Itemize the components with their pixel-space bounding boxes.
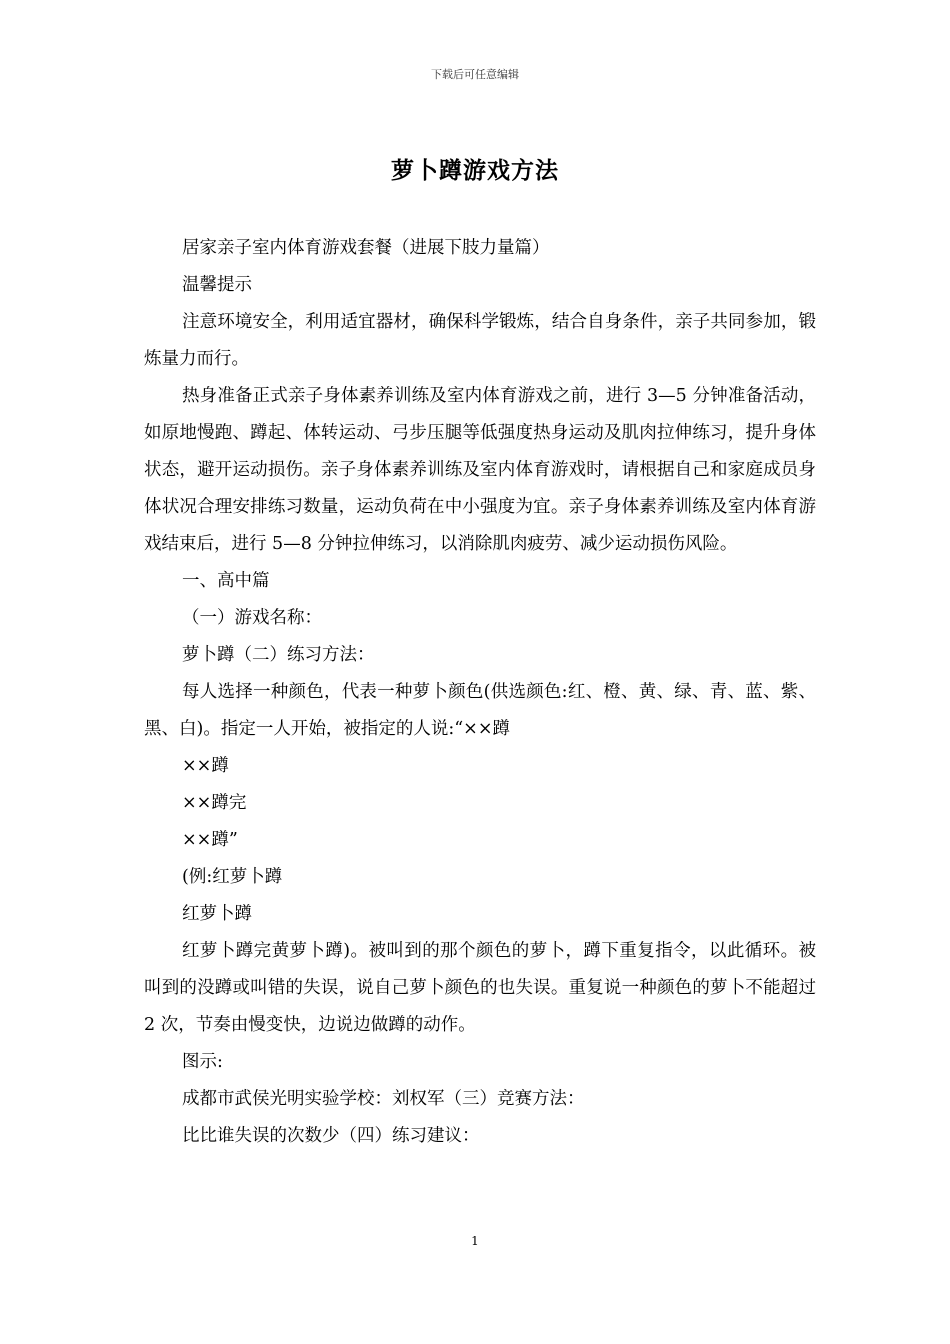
paragraph: ××蹲完: [182, 793, 247, 813]
paragraph: 萝卜蹲（二）练习方法：: [182, 645, 375, 665]
page-title: 萝卜蹲游戏方法: [391, 157, 559, 184]
paragraph: ××蹲”: [182, 830, 238, 850]
header-note: 下载后可任意编辑: [431, 68, 519, 81]
paragraph: 红萝卜蹲完黄萝卜蹲)。被叫到的那个颜色的萝卜，蹲下重复指令，以此循环。被叫到的没蹲或叫错的失误，说自己萝卜颜色的也失误。重复说一种颜色的萝卜不能超过 2 次，节奏由慢变快，边说边做蹲的动作。: [144, 941, 816, 1035]
paragraph: 成都市武侯光明实验学校：刘权军（三）竞赛方法：: [182, 1089, 585, 1109]
paragraph: 热身准备正式亲子身体素养训练及室内体育游戏之前，进行 3—5 分钟准备活动，如原地慢跑、蹲起、体转运动、弓步压腿等低强度热身运动及肌肉拉伸练习，提升身体状态，避开运动损伤。亲子身体素养训练及室内体育游戏时，请根据自己和家庭成员身体状况合理安排练习数量，运动负荷在中小强度为宜。亲子身体素养训练及室内体育游戏结束后，进行 5—8 分钟拉伸练习，以消除肌肉疲劳、减少运动损伤风险。: [144, 386, 816, 554]
paragraph: 温馨提示: [182, 275, 252, 295]
paragraph: 居家亲子室内体育游戏套餐（进展下肢力量篇）: [182, 238, 550, 258]
paragraph: 每人选择一种颜色，代表一种萝卜颜色(供选颜色:红、橙、黄、绿、青、蓝、紫、黑、白)。指定一人开始，被指定的人说:“××蹲: [144, 682, 816, 739]
document-body: [144, 230, 816, 1155]
paragraph: ××蹲: [182, 756, 229, 776]
paragraph: 注意环境安全，利用适宜器材，确保科学锻炼，结合自身条件，亲子共同参加，锻炼量力而行。: [144, 312, 816, 369]
page-number: 1: [471, 1234, 479, 1248]
paragraph: 图示:: [182, 1052, 223, 1072]
paragraph: (例:红萝卜蹲: [182, 867, 283, 887]
section-heading: 一、高中篇: [182, 571, 270, 591]
paragraph: 红萝卜蹲: [182, 904, 252, 924]
paragraph: （一）游戏名称：: [182, 608, 322, 628]
paragraph: 比比谁失误的次数少（四）练习建议：: [182, 1126, 480, 1146]
